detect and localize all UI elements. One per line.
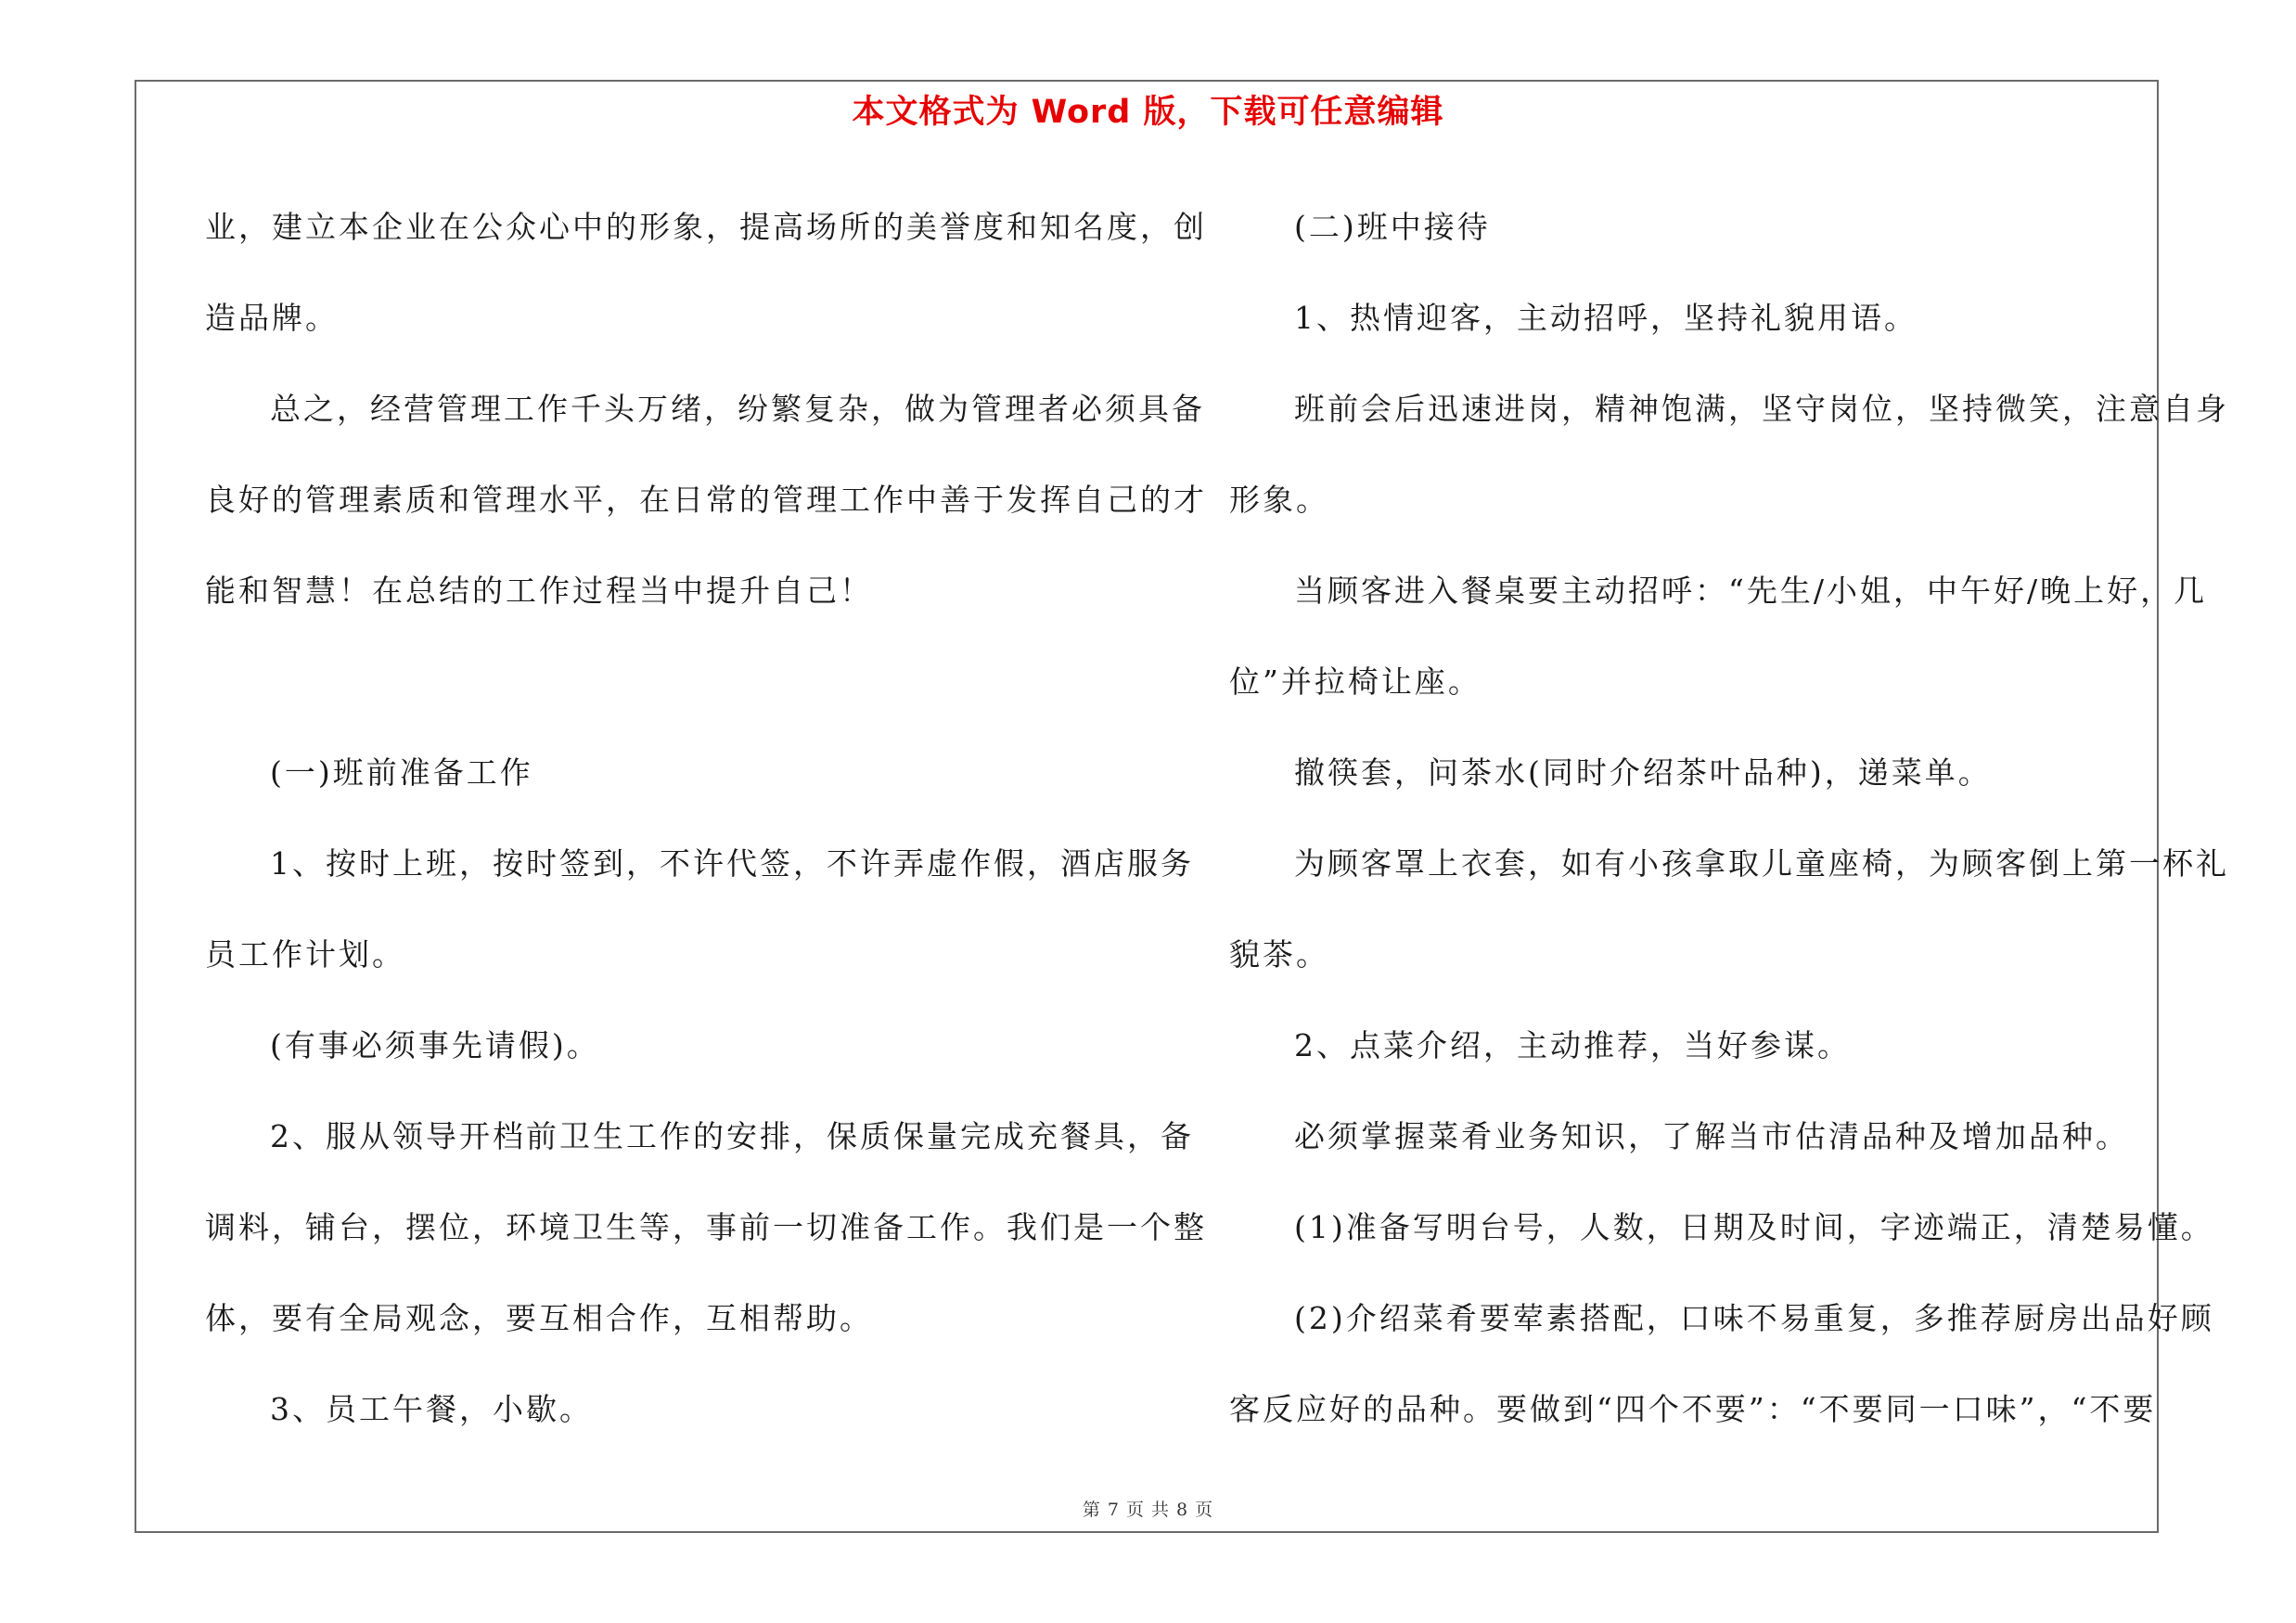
paragraph-line: 当顾客进入餐桌要主动招呼：“先生/小姐，中午好/晚上好，几 bbox=[1294, 573, 2208, 609]
paragraph-line: 班前会后迅速进岗，精神饱满，坚守岗位，坚持微笑，注意自身 bbox=[1294, 391, 2229, 427]
paragraph-line: (2)介绍菜肴要荤素搭配，口味不易重复，多推荐厨房出品好顾 bbox=[1294, 1300, 2214, 1336]
paragraph-line: 体，要有全局观念，要互相合作，互相帮助。 bbox=[205, 1300, 873, 1336]
blank-line bbox=[205, 637, 1123, 728]
paragraph-line: 貌茶。 bbox=[1229, 936, 1329, 973]
left-column bbox=[205, 182, 1207, 1455]
paragraph-line: 必须掌握菜肴业务知识，了解当市估清品种及增加品种。 bbox=[1294, 1118, 2129, 1154]
paragraph-line: 为顾客罩上衣套，如有小孩拿取儿童座椅，为顾客倒上第一杯礼 bbox=[1294, 845, 2229, 882]
paragraph-line: 调料，铺台，摆位，环境卫生等，事前一切准备工作。我们是一个整 bbox=[205, 1209, 1207, 1245]
paragraph-line: 良好的管理素质和管理水平，在日常的管理工作中善于发挥自己的才 bbox=[205, 482, 1207, 518]
paragraph-line: 2、点菜介绍，主动推荐，当好参谋。 bbox=[1294, 1027, 1851, 1063]
paragraph-line: 业，建立本企业在公众心中的形象，提高场所的美誉度和知名度，创 bbox=[205, 209, 1207, 245]
paragraph-line: 1、按时上班，按时签到，不许代签，不许弄虚作假，酒店服务 bbox=[270, 845, 1194, 882]
paragraph-line: 员工作计划。 bbox=[205, 936, 405, 973]
paragraph-line: 形象。 bbox=[1229, 482, 1329, 518]
section-heading: (二)班中接待 bbox=[1294, 209, 1491, 245]
paragraph-line: 总之，经营管理工作千头万绪，纷繁复杂，做为管理者必须具备 bbox=[270, 391, 1205, 427]
paragraph-line: 能和智慧！在总结的工作过程当中提升自己！ bbox=[205, 573, 873, 609]
paragraph-line: 1、热情迎客，主动招呼，坚持礼貌用语。 bbox=[1294, 300, 1918, 336]
section-heading: (一)班前准备工作 bbox=[270, 754, 533, 791]
paragraph-line: 造品牌。 bbox=[205, 300, 339, 336]
paragraph-line: 客反应好的品种。要做到“四个不要”：“不要同一口味”，“不要 bbox=[1229, 1391, 2157, 1427]
paragraph-line: (1)准备写明台号，人数，日期及时间，字迹端正，清楚易懂。 bbox=[1294, 1209, 2214, 1245]
paragraph-line: 3、员工午餐，小歇。 bbox=[270, 1391, 593, 1427]
header-banner: 本文格式为 Word 版，下载可任意编辑 bbox=[852, 94, 1444, 131]
right-column bbox=[1229, 182, 2229, 1455]
paragraph-line: 位”并拉椅让座。 bbox=[1229, 663, 1481, 700]
paragraph-line: 2、服从领导开档前卫生工作的安排，保质保量完成充餐具，备 bbox=[270, 1118, 1194, 1154]
paragraph-line: 撤筷套，问茶水(同时介绍茶叶品种)，递菜单。 bbox=[1294, 754, 1992, 791]
page-number: 第 7 页 共 8 页 bbox=[1082, 1500, 1214, 1520]
paragraph-line: (有事必须事先请假)。 bbox=[270, 1027, 600, 1063]
